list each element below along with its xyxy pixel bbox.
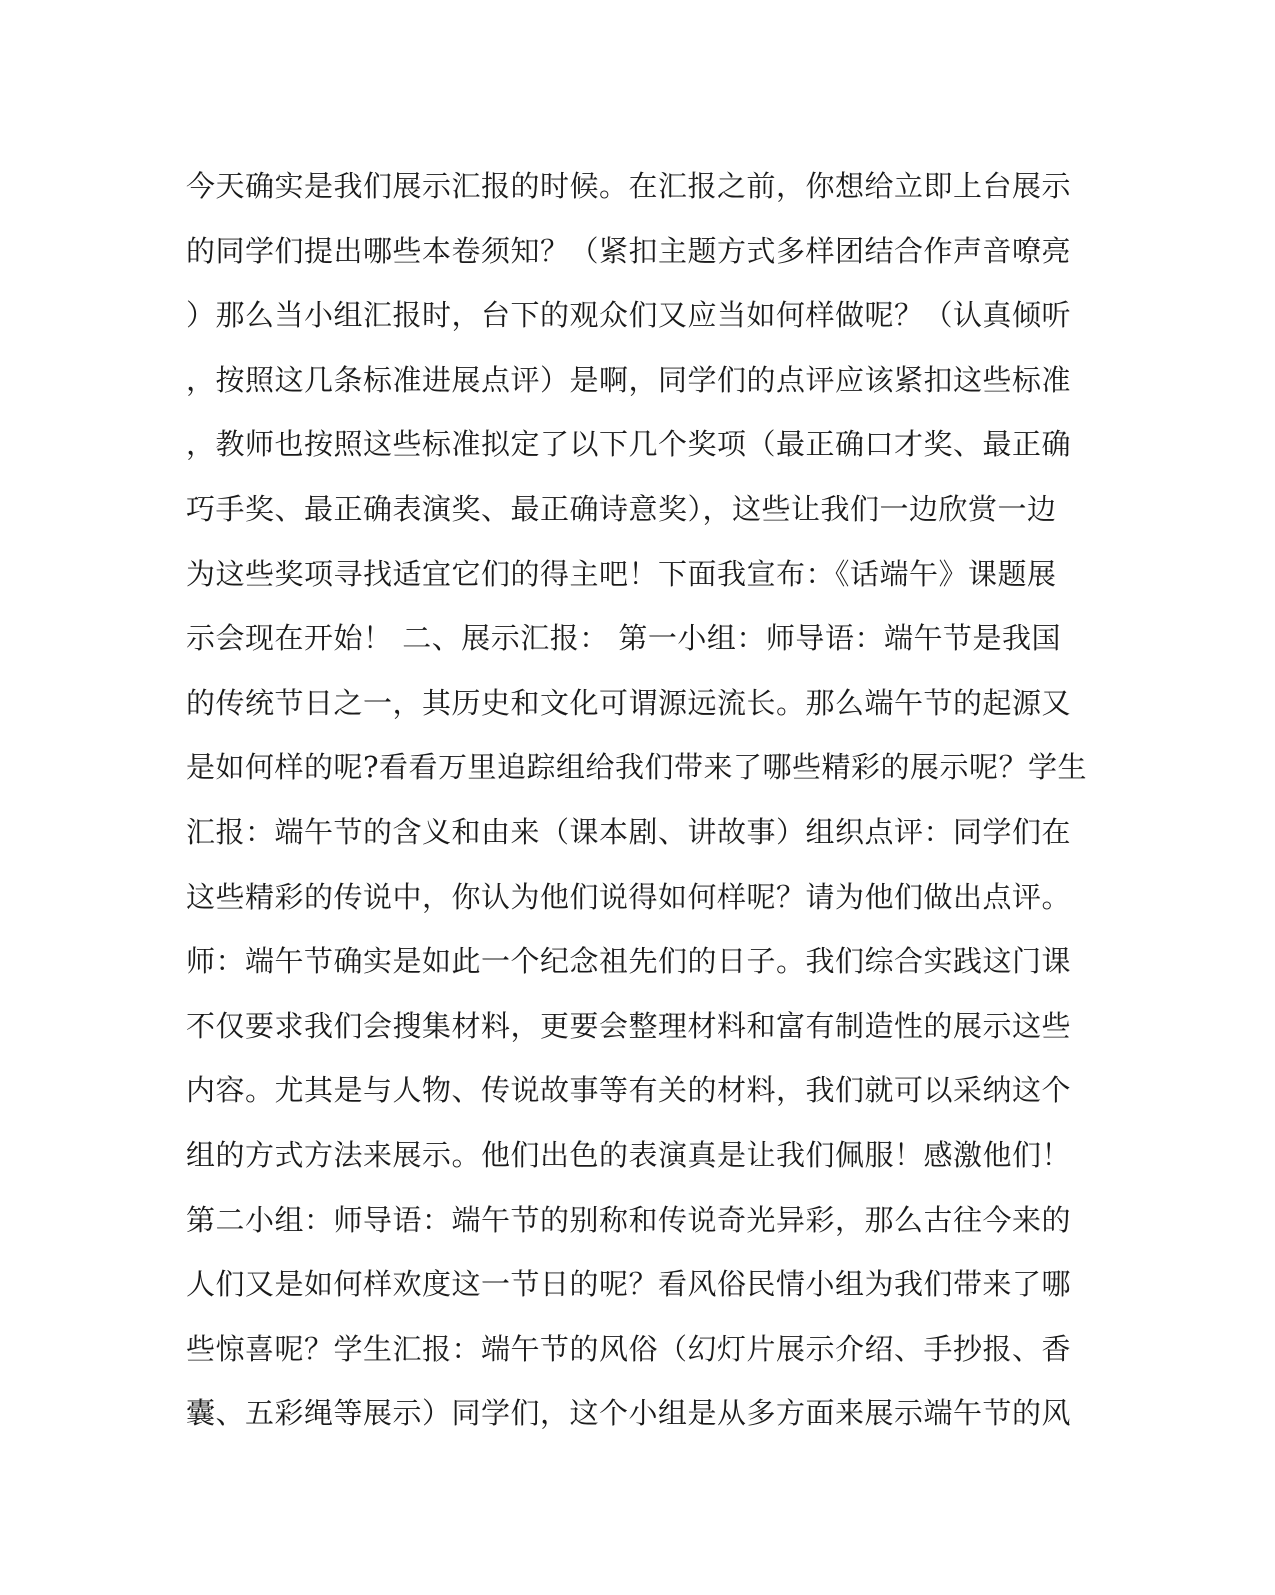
text-line-12: 这些精彩的传说中，你认为他们说得如何样呢？请为他们做出点评。: [186, 879, 1072, 914]
text-line-7: 为这些奖项寻找适宜它们的得主吧！下面我宣布：《话端午》课题展: [186, 556, 1057, 591]
text-line-11: 汇报：端午节的含义和由来（课本剧、讲故事）组织点评：同学们在: [186, 814, 1072, 849]
text-line-4: ，按照这几条标准进展点评）是啊，同学们的点评应该紧扣这些标准: [186, 362, 1072, 397]
text-line-9: 的传统节日之一，其历史和文化可谓源远流长。那么端午节的起源又: [186, 685, 1072, 720]
text-line-6: 巧手奖、最正确表演奖、最正确诗意奖），这些让我们一边欣赏一边: [186, 491, 1057, 526]
text-line-13: 师：端午节确实是如此一个纪念祖先们的日子。我们综合实践这门课: [186, 944, 1072, 979]
text-line-20: 囊、五彩绳等展示）同学们，这个小组是从多方面来展示端午节的风: [186, 1396, 1072, 1431]
text-line-2: 的同学们提出哪些本卷须知？（紧扣主题方式多样团结合作声音嘹亮: [186, 233, 1072, 268]
body-text: [186, 163, 1088, 1455]
text-line-5: ，教师也按照这些标准拟定了以下几个奖项（最正确口才奖、最正确: [186, 427, 1072, 462]
text-line-19: 些惊喜呢？学生汇报：端午节的风俗（幻灯片展示介绍、手抄报、香: [186, 1331, 1072, 1366]
text-line-8: 示会现在开始！ 二、展示汇报： 第一小组：师导语：端午节是我国: [186, 621, 1061, 656]
text-line-18: 人们又是如何样欢度这一节日的呢？看风俗民情小组为我们带来了哪: [186, 1267, 1072, 1302]
text-line-16: 组的方式方法来展示。他们出色的表演真是让我们佩服！感激他们！: [186, 1137, 1072, 1172]
text-line-14: 不仅要求我们会搜集材料，更要会整理材料和富有制造性的展示这些: [186, 1008, 1072, 1043]
text-line-1: 今天确实是我们展示汇报的时候。在汇报之前，你想给立即上台展示: [186, 169, 1072, 203]
text-line-15: 内容。尤其是与人物、传说故事等有关的材料，我们就可以采纳这个: [186, 1073, 1072, 1108]
text-line-17: 第二小组：师导语：端午节的别称和传说奇光异彩，那么古往今来的: [186, 1202, 1072, 1237]
text-line-3: ）那么当小组汇报时，台下的观众们又应当如何样做呢？（认真倾听: [186, 298, 1072, 333]
text-line-10: 是如何样的呢?看看万里追踪组给我们带来了哪些精彩的展示呢？学生: [186, 750, 1088, 785]
